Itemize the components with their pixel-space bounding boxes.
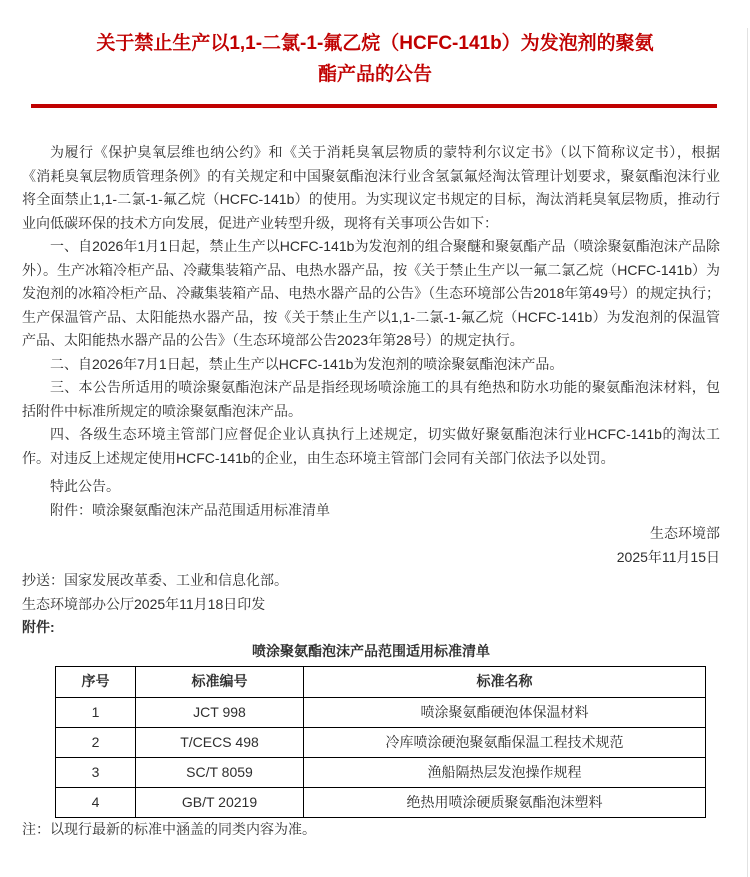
print-note: 生态环境部办公厅2025年11月18日印发: [22, 595, 266, 612]
doc-body: [0, 108, 750, 842]
issuer-name: 生态环境部: [650, 525, 720, 541]
table-header-row: [56, 667, 706, 698]
cell-seq: 3: [56, 758, 136, 788]
column-header-seq: 序号: [56, 667, 136, 698]
column-header-standard-name: 标准名称: [304, 667, 706, 698]
paragraph-item-1: 一、自2026年1月1日起，禁止生产以HCFC-141b为发泡剂的组合聚醚和聚氨酯产品（喷涂聚氨酯泡沫产品除外）。生产冰箱冷柜产品、冷藏集装箱产品、电热水器产品，按《关于禁止生产以一氟二氯乙烷（HCFC-141b）为发泡剂的冰箱冷柜产品、冷藏集装箱产品、电热水器产品的公告》（生态环境部公告2018年第49号）的规定执行；生产保温管产品、太阳能热水器产品，按《关于禁止生产以1,1-二氯-1-氟乙烷（HCFC-141b）为发泡剂的保温管产品、太阳能热水器产品的公告》（生态环境部公告2023年第28号）的规定执行。: [22, 238, 720, 348]
cell-standard-name: 冷库喷涂硬泡聚氨酯保温工程技术规范: [304, 728, 706, 758]
doc-title: [40, 28, 710, 90]
table-row: [56, 758, 706, 788]
paragraph-preamble: 为履行《保护臭氧层维也纳公约》和《关于消耗臭氧层物质的蒙特利尔议定书》（以下简称议定书），根据《消耗臭氧层物质管理条例》的有关规定和中国聚氨酯泡沫行业含氢氯氟烃淘汰管理计划要求，聚氨酯泡沫行业将全面禁止1,1-二氯-1-氟乙烷（HCFC-141b）的使用。为实现议定书规定的目标，淘汰消耗臭氧层物质，推动行业向低碳环保的技术方向发展，促进产业转型升级，现将有关事项公告如下：: [22, 144, 720, 231]
cell-standard-no: SC/T 8059: [136, 758, 304, 788]
cell-standard-name: 渔船隔热层发泡操作规程: [304, 758, 706, 788]
page-right-edge: [747, 28, 748, 877]
cell-standard-name: 绝热用喷涂硬质聚氨酯泡沫塑料: [304, 788, 706, 818]
table-note: 注：以现行最新的标准中涵盖的同类内容为准。: [22, 821, 316, 837]
standards-table: [55, 666, 706, 818]
table-row: [56, 788, 706, 818]
doc-title-line-1: 关于禁止生产以1,1-二氯-1-氟乙烷（HCFC-141b）为发泡剂的聚氨: [96, 33, 654, 54]
cc-line: 抄送：国家发展改革委、工业和信息化部。: [22, 572, 288, 588]
cell-standard-no: GB/T 20219: [136, 788, 304, 818]
cell-seq: 4: [56, 788, 136, 818]
annex-table-title: 喷涂聚氨酯泡沫产品范围适用标准清单: [252, 642, 490, 659]
paragraph-item-4: 四、各级生态环境主管部门应督促企业认真执行上述规定，切实做好聚氨酯泡沫行业HCFC-141b的淘汰工作。对违反上述规定使用HCFC-141b的企业，由生态环境主管部门会同有关部门依法予以处罚。: [22, 426, 720, 466]
doc-title-line-2: 酯产品的公告: [317, 64, 432, 85]
table-row: [56, 698, 706, 728]
cell-seq: 2: [56, 728, 136, 758]
issue-date: 2025年11月15日: [616, 548, 720, 565]
cell-standard-no: T/CECS 498: [136, 728, 304, 758]
paragraph-item-3: 三、本公告所适用的喷涂聚氨酯泡沫产品是指经现场喷涂施工的具有绝热和防水功能的聚氨酯泡沫材料，包括附件中标准所规定的喷涂聚氨酯泡沫产品。: [22, 379, 720, 419]
attachment-reference: 附件：喷涂聚氨酯泡沫产品范围适用标准清单: [50, 501, 330, 518]
cell-standard-name: 喷涂聚氨酯硬泡体保温材料: [304, 698, 706, 728]
annex-label: 附件:: [22, 619, 55, 635]
paragraph-item-2: 二、自2026年7月1日起，禁止生产以HCFC-141b为发泡剂的喷涂聚氨酯泡沫产品。: [50, 355, 564, 372]
cell-standard-no: JCT 998: [136, 698, 304, 728]
table-row: [56, 728, 706, 758]
column-header-standard-no: 标准编号: [136, 667, 304, 698]
closing-line: 特此公告。: [50, 478, 120, 494]
cell-seq: 1: [56, 698, 136, 728]
